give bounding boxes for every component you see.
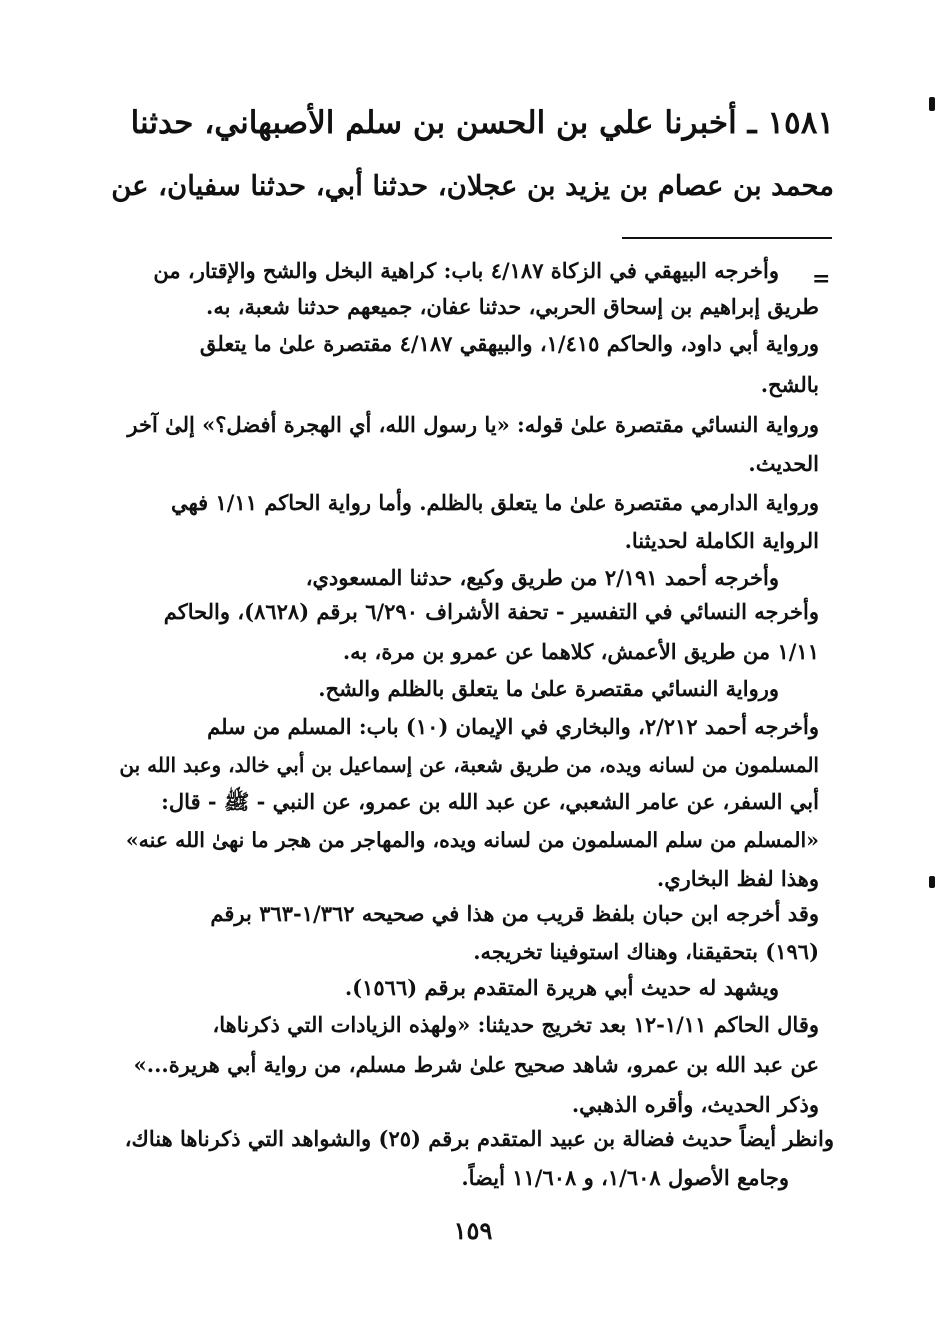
footnote-line: ورواية النسائي مقتصرة علىٰ قوله: «يا رسول الله، أي الهجرة أفضل؟» إلىٰ آخر <box>127 412 819 437</box>
page-edge-mark-middle <box>929 876 935 888</box>
footnote-line: «المسلم من سلم المسلمون من لسانه ويده، والمهاجر من هجر ما نهىٰ الله عنه» <box>125 828 819 852</box>
footnote-line: وأخرجه أحمد ٢/١٩١ من طريق وكيع، حدثنا المسعودي، <box>305 565 779 590</box>
footnote-line: الرواية الكاملة لحديثنا. <box>624 528 819 553</box>
footnote-line: أبي السفر، عن عامر الشعبي، عن عبد الله بن عمرو، عن النبي - ﷺ - قال: <box>161 789 819 814</box>
footnote-separator <box>622 237 832 239</box>
footnote-line: ورواية الدارمي مقتصرة علىٰ ما يتعلق بالظلم. وأما رواية الحاكم ١/١١ فهي <box>170 490 819 515</box>
footnote-line: ١/١١ من طريق الأعمش، كلاهما عن عمرو بن مرة، به. <box>342 639 819 664</box>
footnote-line: المسلمون من لسانه ويده، من طريق شعبة، عن إسماعيل بن أبي خالد، وعبد الله بن <box>119 753 819 777</box>
footnote-line: ورواية أبي داود، والحاكم ١/٤١٥، والبيهقي ٤/١٨٧ مقتصرة علىٰ ما يتعلق <box>199 331 819 356</box>
footnote-line: وأخرجه أحمد ٢/٢١٢، والبخاري في الإيمان (١٠) باب: المسلم من سلم <box>207 714 819 739</box>
footnote-line: ويشهد له حديث أبي هريرة المتقدم برقم (١٥٦٦). <box>344 975 779 1000</box>
footnote-line: عن عبد الله بن عمرو، شاهد صحيح علىٰ شرط مسلم، من رواية أبي هريرة...» <box>133 1052 819 1077</box>
footnote-line: وقال الحاكم ١/١١-١٢ بعد تخريج حديثنا: «ولهذه الزيادات التي ذكرناها، <box>212 1012 819 1037</box>
footnote-line: وقد أخرجه ابن حبان بلفظ قريب من هذا في صحيحه ١/٣٦٢-٣٦٣ برقم <box>210 901 819 926</box>
footnote-line: الحديث. <box>748 451 819 476</box>
footnote-continuation-mark: = <box>812 266 831 292</box>
main-text-line-1: ١٥٨١ ـ أخبرنا علي بن الحسن بن سلم الأصبهاني، حدثنا <box>130 105 834 141</box>
footnote-line: ورواية النسائي مقتصرة علىٰ ما يتعلق بالظلم والشح. <box>318 676 779 701</box>
footnote-line: وهذا لفظ البخاري. <box>656 866 819 891</box>
footnote-line: طريق إبراهيم بن إسحاق الحربي، حدثنا عفان، جميعهم حدثنا شعبة، به. <box>206 294 819 319</box>
page-number: ١٥٩ <box>453 1216 493 1245</box>
footnote-line: وأخرجه البيهقي في الزكاة ٤/١٨٧ باب: كراهية البخل والشح والإقتار، من <box>153 258 779 283</box>
footnote-line: وذكر الحديث، وأقره الذهبي. <box>571 1092 819 1117</box>
footnote-line: وأخرجه النسائي في التفسير - تحفة الأشراف ٦/٢٩٠ برقم (٨٦٢٨)، والحاكم <box>163 599 819 624</box>
footnote-line: بالشح. <box>760 372 819 397</box>
footnote-line: وانظر أيضاً حديث فضالة بن عبيد المتقدم برقم (٢٥) والشواهد التي ذكرناها هناك، <box>124 1126 834 1151</box>
page-edge-mark-top <box>929 97 935 111</box>
footnote-line: (١٩٦) بتحقيقنا، وهناك استوفينا تخريجه. <box>473 939 819 964</box>
main-text-line-2: محمد بن عصام بن يزيد بن عجلان، حدثنا أبي، حدثنا سفيان، عن <box>111 170 834 202</box>
footnote-line: وجامع الأصول ١/٦٠٨، و ١١/٦٠٨ أيضاً. <box>461 1165 789 1190</box>
